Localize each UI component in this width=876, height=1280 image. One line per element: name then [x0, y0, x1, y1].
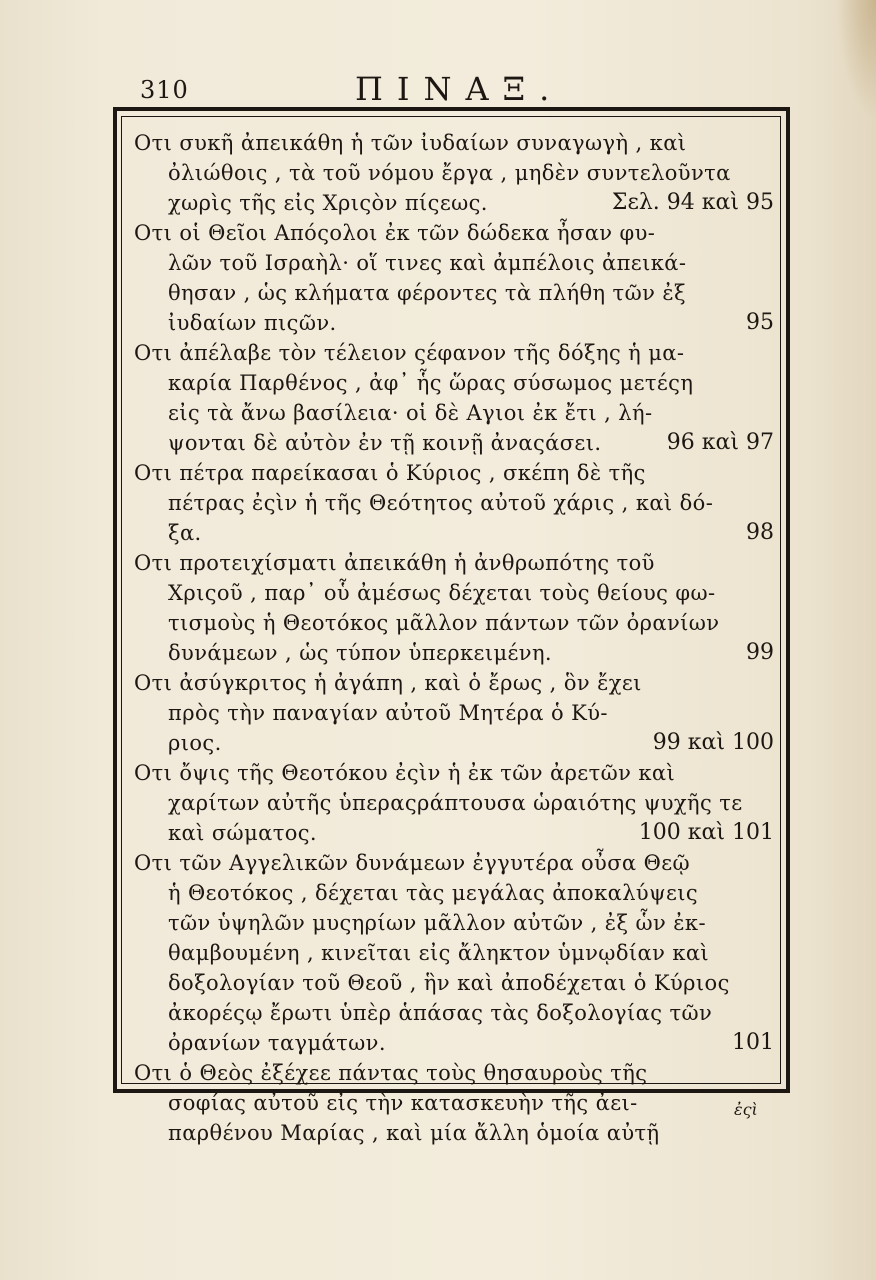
running-head — [140, 70, 790, 110]
entry-line: Οτι ἀπέλαβε τὸν τέλειον ςέφανον τῆς δόξης ἡ μα- — [134, 341, 685, 365]
index-entry — [134, 458, 774, 548]
entry-line: ὀλιώθοις , τὰ τοῦ νόμου ἔργα , μηδὲν συντελοῦντα — [168, 161, 731, 185]
entry-line: θαμβουμένη , κινεῖται εἰς ἄληκτον ὑμνῳδίαν καὶ — [168, 941, 710, 965]
entry-line: ἰυδαίων πιςῶν. — [168, 311, 337, 335]
entry-line: λῶν τοῦ Ισραὴλ· οἵ τινες καὶ ἀμπέλοις ἀπεικά- — [168, 251, 687, 275]
catchword: ἐςὶ — [734, 1100, 758, 1119]
index-entry — [134, 668, 774, 758]
page-reference: 100 καὶ 101 — [638, 820, 774, 845]
entry-line: Οτι συκῆ ἀπεικάθη ἡ τῶν ἰυδαίων συναγωγὴ , καὶ — [134, 131, 687, 155]
entry-line: ἡ Θεοτόκος , δέχεται τὰς μεγάλας ἀποκαλύψεις — [168, 881, 699, 905]
entry-line: χωρὶς τῆς εἰς Χριςὸν πίςεως. — [168, 191, 488, 215]
page-reference: Σελ. 94 καὶ 95 — [611, 190, 774, 215]
entry-line: καρία Παρθένος , ἀφ᾽ ἧς ὥρας σύσωμος μετέςη — [168, 371, 694, 395]
index-entry — [134, 848, 774, 1058]
page-heading: ΠΙΝΑΞ. — [355, 70, 564, 108]
entry-line: Οτι πέτρα παρείκασαι ὁ Κύριος , σκέπη δὲ τῆς — [134, 461, 646, 485]
entry-line: τισμοὺς ἡ Θεοτόκος μᾶλλον πάντων τῶν ὀρανίων — [168, 611, 720, 635]
index-entry — [134, 128, 774, 218]
entry-line: παρθένου Μαρίας , καὶ μία ἄλλη ὁμοία αὐτῇ — [168, 1121, 660, 1145]
entry-line: Οτι προτειχίσματι ἀπεικάθη ἡ ἀνθρωπότης τοῦ — [134, 551, 655, 575]
entry-line: ὀρανίων ταγμάτων. — [168, 1031, 386, 1055]
entry-line: δυνάμεων , ὡς τύπον ὑπερκειμένη. — [168, 641, 553, 665]
page-reference: 99 — [746, 640, 774, 665]
entry-line: ριος. — [168, 731, 222, 755]
entry-line: θησαν , ὡς κλήματα φέροντες τὰ πλήθη τῶν ἐξ — [168, 281, 686, 305]
index-entry — [134, 548, 774, 668]
index-entry — [134, 1058, 774, 1148]
index-entry — [134, 758, 774, 848]
entry-line: τῶν ὑψηλῶν μυςηρίων μᾶλλον αὐτῶν , ἐξ ὧν ἐκ- — [168, 911, 706, 935]
entry-line: ξα. — [168, 521, 202, 545]
entry-line: Χριςοῦ , παρ᾽ οὗ ἀμέσως δέχεται τοὺς θείους φω- — [168, 581, 716, 605]
entry-line: Οτι ὄψις τῆς Θεοτόκου ἐςὶν ἡ ἐκ τῶν ἀρετῶν καὶ — [134, 761, 676, 785]
page-number: 310 — [140, 76, 189, 104]
entry-line: πέτρας ἐςὶν ἡ τῆς Θεότητος αὐτοῦ χάρις , καὶ δό- — [168, 491, 714, 515]
paper-stain — [836, 0, 876, 120]
page-reference: 98 — [746, 520, 774, 545]
page-reference: 96 καὶ 97 — [666, 430, 774, 455]
page-reference: 95 — [746, 310, 774, 335]
entry-line: σοφίας αὐτοῦ εἰς τὴν κατασκευὴν τῆς ἀει- — [168, 1091, 638, 1115]
entry-line: ψονται δὲ αὐτὸν ἐν τῇ κοινῇ ἀναςάσει. — [168, 431, 602, 455]
entry-line: ἀκορέςῳ ἔρωτι ὑπὲρ ἁπάσας τὰς δοξολογίας τῶν — [168, 1001, 713, 1025]
entry-line: Οτι οἱ Θεῖοι Απόςολοι ἐκ τῶν δώδεκα ἦσαν φυ- — [134, 221, 656, 245]
entry-line: Οτι ἀσύγκριτος ἡ ἀγάπη , καὶ ὁ ἔρως , ὃν ἔχει — [134, 671, 642, 695]
page-reference: 101 — [732, 1030, 774, 1055]
entry-line: δοξολογίαν τοῦ Θεοῦ , ἣν καὶ ἀποδέχεται ὁ Κύριος — [168, 971, 730, 995]
entry-line: πρὸς τὴν παναγίαν αὐτοῦ Μητέρα ὁ Κύ- — [168, 701, 608, 725]
entry-line: χαρίτων αὐτῆς ὑπεραςράπτουσα ὡραιότης ψυχῆς τε — [168, 791, 743, 815]
index-entry — [134, 338, 774, 458]
entry-line: Οτι ὁ Θεὸς ἐξέχεε πάντας τοὺς θησαυροὺς τῆς — [134, 1061, 648, 1085]
entry-line: καὶ σώματος. — [168, 821, 318, 845]
entry-line: εἰς τὰ ἄνω βασίλεια· οἱ δὲ Αγιοι ἐκ ἔτι , λή- — [168, 401, 653, 425]
index-entries — [134, 128, 774, 1148]
entry-line: Οτι τῶν Αγγελικῶν δυνάμεων ἐγγυτέρα οὖσα Θεῷ — [134, 851, 691, 875]
page-reference: 99 καὶ 100 — [652, 730, 774, 755]
index-entry — [134, 218, 774, 338]
